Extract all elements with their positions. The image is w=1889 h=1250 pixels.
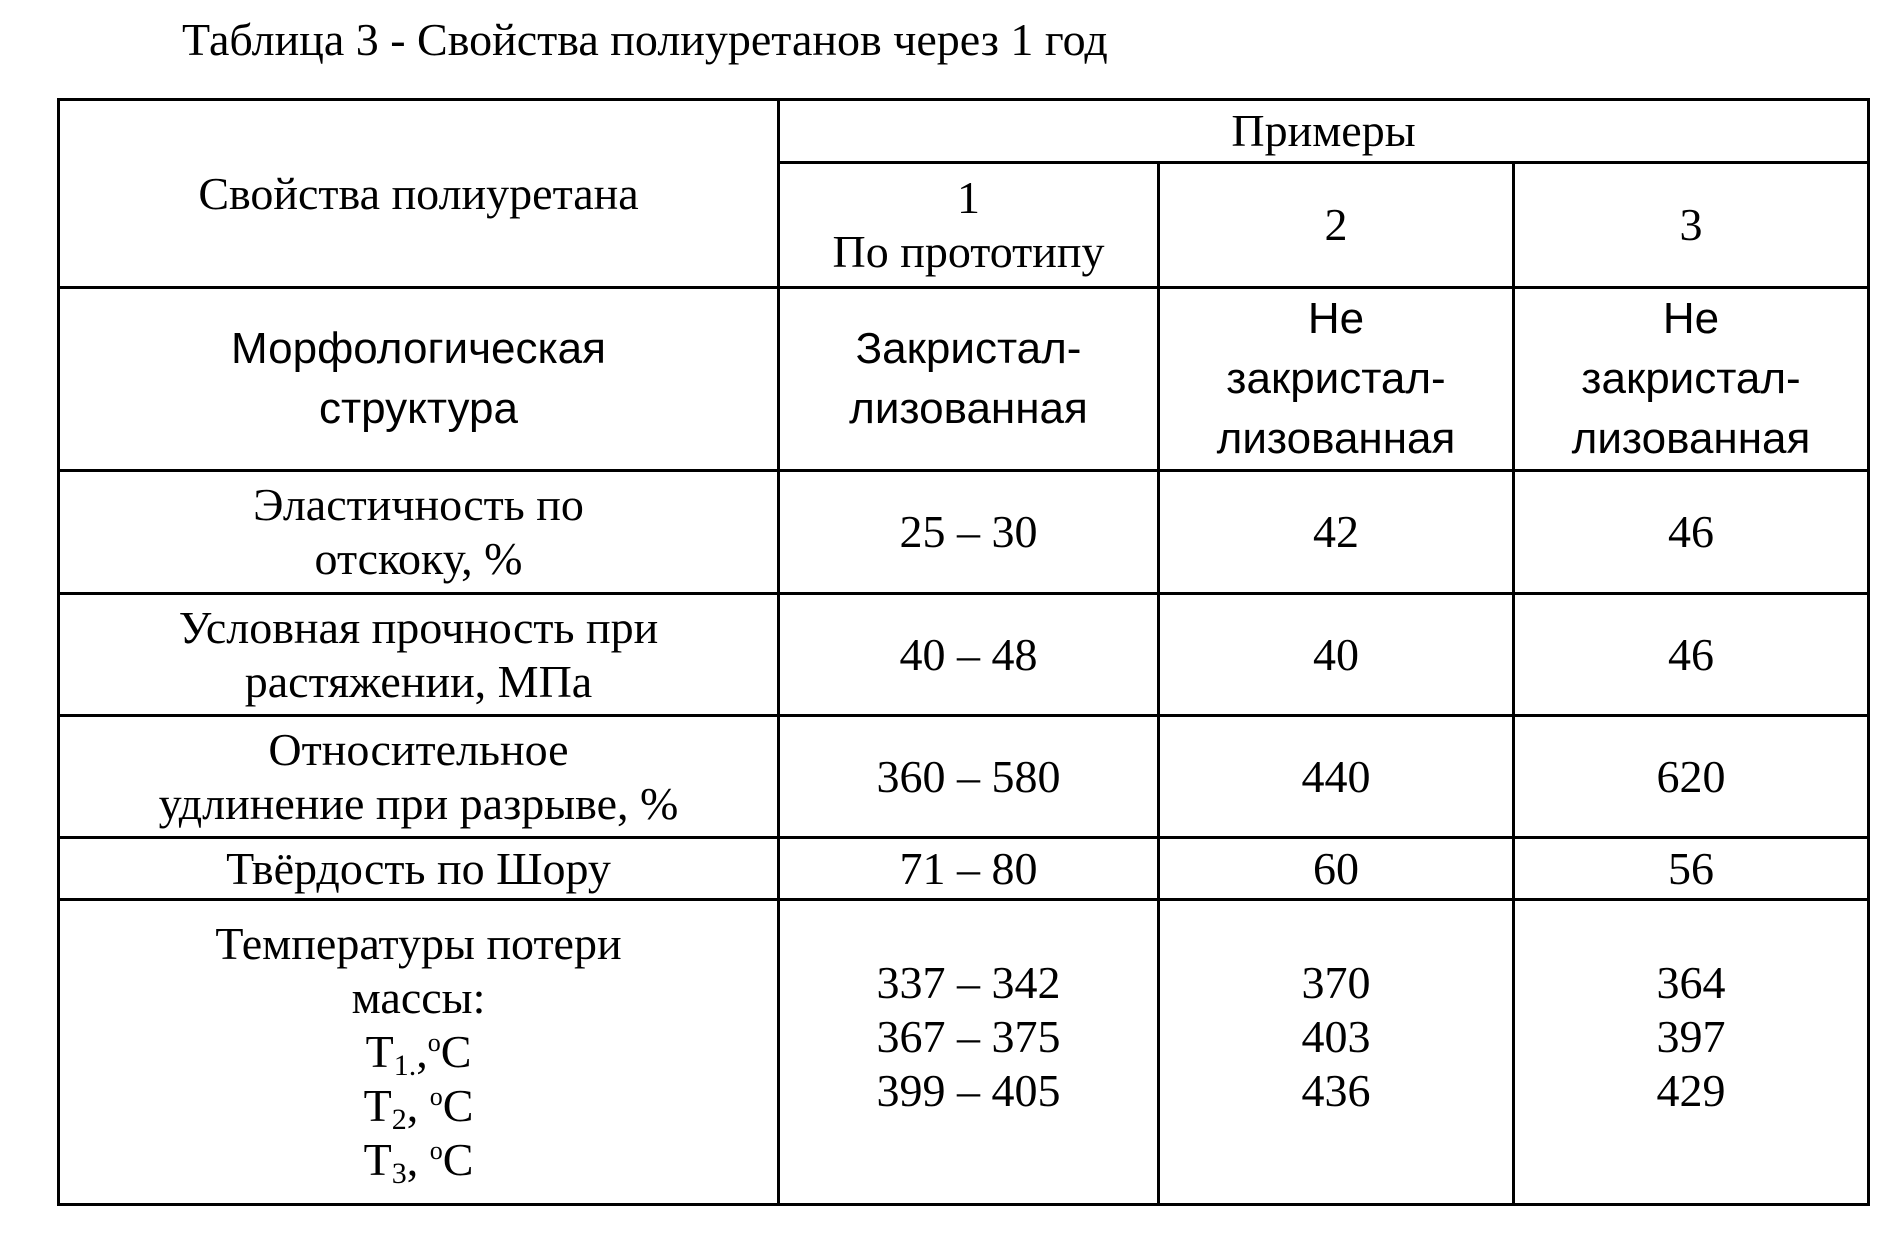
example-1-note: По прототипу — [832, 226, 1105, 277]
t1-label: $T_{1.},^оC$ — [365, 1026, 472, 1082]
header-example-2-cell: 2 — [1159, 163, 1514, 288]
row-elasticity — [59, 471, 1869, 594]
morphology-example-1: Закристал- лизованная — [779, 288, 1159, 471]
row-elongation — [59, 716, 1869, 838]
elasticity-example-1: 25 – 30 — [779, 471, 1159, 594]
header-example-1-cell — [779, 163, 1159, 288]
elasticity-example-2: 42 — [1159, 471, 1514, 594]
elongation-label: Относительное удлинение при разрыве, % — [59, 716, 779, 838]
t2-label: $T_2$, $^о$C — [363, 1080, 474, 1136]
hardness-example-3: 56 — [1514, 838, 1869, 900]
mass-loss-example-2: 370 403 436 — [1159, 900, 1514, 1205]
header-examples-cell: Примеры — [779, 100, 1869, 163]
hardness-example-2: 60 — [1159, 838, 1514, 900]
morphology-example-3: Не закристал- лизованная — [1514, 288, 1869, 471]
mass-loss-example-1: 337 – 342 367 – 375 399 – 405 — [779, 900, 1159, 1205]
t3-label: $T_3$, $^о$C — [363, 1134, 474, 1190]
mass-loss-label: Температуры потери массы: $T_{1.},^оC$ $T_2$, $^о$C $T_3$, $^о$C — [59, 900, 779, 1205]
row-mass-loss — [59, 900, 1869, 1205]
morphology-label: Морфологическая структура — [59, 288, 779, 471]
strength-example-1: 40 – 48 — [779, 594, 1159, 716]
elongation-example-3: 620 — [1514, 716, 1869, 838]
strength-example-2: 40 — [1159, 594, 1514, 716]
morphology-example-2: Не закристал- лизованная — [1159, 288, 1514, 471]
mass-loss-example-3: 364 397 429 — [1514, 900, 1869, 1205]
example-1-number: 1 — [957, 172, 980, 223]
strength-label: Условная прочность при растяжении, МПа — [59, 594, 779, 716]
hardness-label: Твёрдость по Шору — [59, 838, 779, 900]
header-property-cell: Свойства полиуретана — [59, 100, 779, 288]
elasticity-label: Эластичность по отскоку, % — [59, 471, 779, 594]
row-morphology — [59, 288, 1869, 471]
elongation-example-1: 360 – 580 — [779, 716, 1159, 838]
header-example-3-cell: 3 — [1514, 163, 1869, 288]
elasticity-example-3: 46 — [1514, 471, 1869, 594]
properties-table — [57, 98, 1870, 1206]
header-row-1 — [59, 100, 1869, 163]
row-hardness — [59, 838, 1869, 900]
strength-example-3: 46 — [1514, 594, 1869, 716]
row-strength — [59, 594, 1869, 716]
elongation-example-2: 440 — [1159, 716, 1514, 838]
hardness-example-1: 71 – 80 — [779, 838, 1159, 900]
page-title: Таблица 3 - Свойства полиуретанов через 1 год — [182, 14, 1108, 65]
